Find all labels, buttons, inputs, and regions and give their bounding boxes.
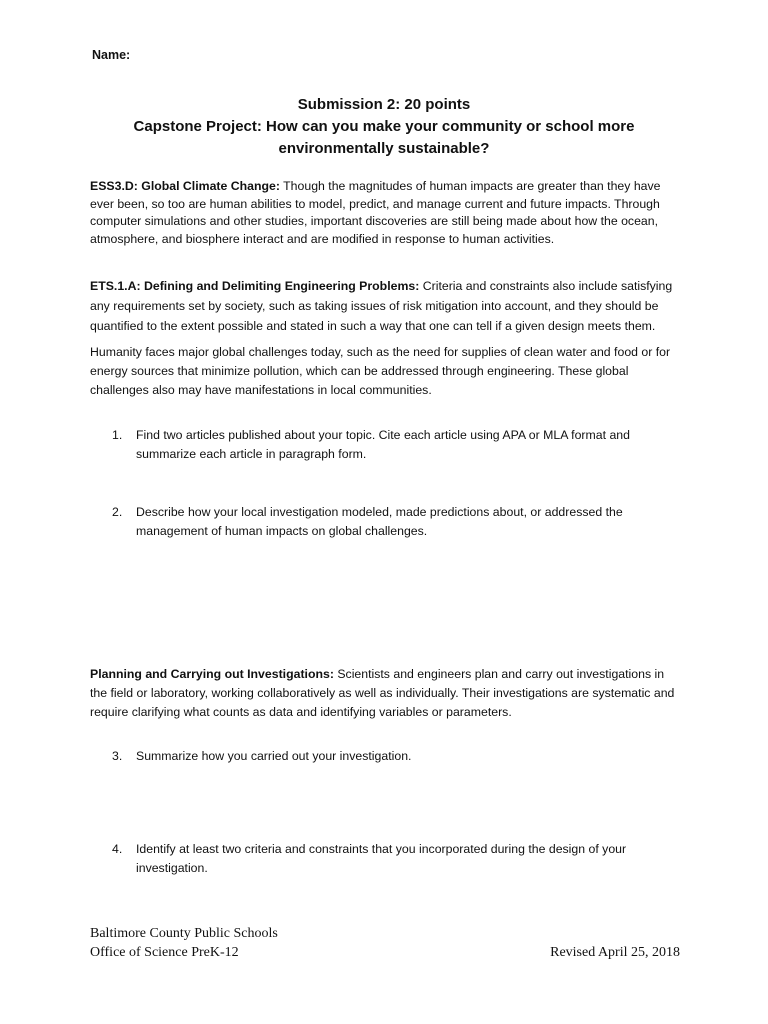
question-number: 2.: [112, 505, 123, 519]
standard-ets1a: [90, 276, 680, 336]
submission-heading: Submission 2: 20 points: [297, 96, 471, 113]
footer-office: Office of Science PreK-12: [90, 945, 239, 960]
question-text: Summarize how you carried out your investigation.: [136, 749, 412, 763]
question-3: [112, 747, 672, 766]
humanity-paragraph: Humanity faces major global challenges today, such as the need for supplies of clean water and food or for energy sources that minimize pollution, which can be addressed through engineering. These global challenges also may have manifestations in local communities.: [90, 345, 671, 397]
question-2: [112, 503, 672, 541]
question-1: [112, 426, 672, 464]
standard-text: Though the magnitudes of human impacts are greater than they have ever been, so too are human abilities to model, predict, and manage current and future impacts. Through computer simulations and other studies, important discoveries are still being made about how the ocean, atmosphere, and biosphere interact and are modified in response to human activities.: [90, 179, 661, 246]
question-number: 1.: [112, 428, 123, 442]
standard-ess3d: [90, 178, 680, 248]
question-4: [112, 840, 672, 878]
standard-code: ETS.1.A: Defining and Delimiting Engineering Problems:: [90, 279, 420, 293]
question-number: 4.: [112, 842, 123, 856]
planning-paragraph: [90, 665, 680, 722]
standard-text: Criteria and constraints also include satisfying any requirements set by society, such as taking issues of risk mitigation into account, and they should be quantified to the extent possible and stated in such a way that one can tell if a given design meets them.: [90, 279, 673, 333]
footer-revised-date: Revised April 25, 2018: [550, 945, 680, 960]
question-text: Find two articles published about your topic. Cite each article using APA or MLA format and summarize each article in paragraph form.: [136, 428, 630, 461]
standard-text: Scientists and engineers plan and carry out investigations in the field or laboratory, working collaboratively as well as individually. Their investigations are systematic and require clarifying what counts as data and identifying variables or parameters.: [90, 667, 675, 719]
project-title: Capstone Project: How can you make your community or school more environmentally sustainable?: [133, 118, 635, 157]
title-block: [0, 94, 768, 160]
footer-school: Baltimore County Public Schools: [90, 926, 278, 941]
standard-code: Planning and Carrying out Investigations:: [90, 667, 334, 681]
question-text: Describe how your local investigation modeled, made predictions about, or addressed the management of human impacts on global challenges.: [136, 505, 623, 538]
page-footer: [90, 924, 680, 962]
question-number: 3.: [112, 749, 123, 763]
name-label: Name:: [92, 48, 131, 62]
question-text: Identify at least two criteria and constraints that you incorporated during the design of your investigation.: [136, 842, 627, 875]
standard-code: ESS3.D: Global Climate Change:: [90, 179, 280, 193]
